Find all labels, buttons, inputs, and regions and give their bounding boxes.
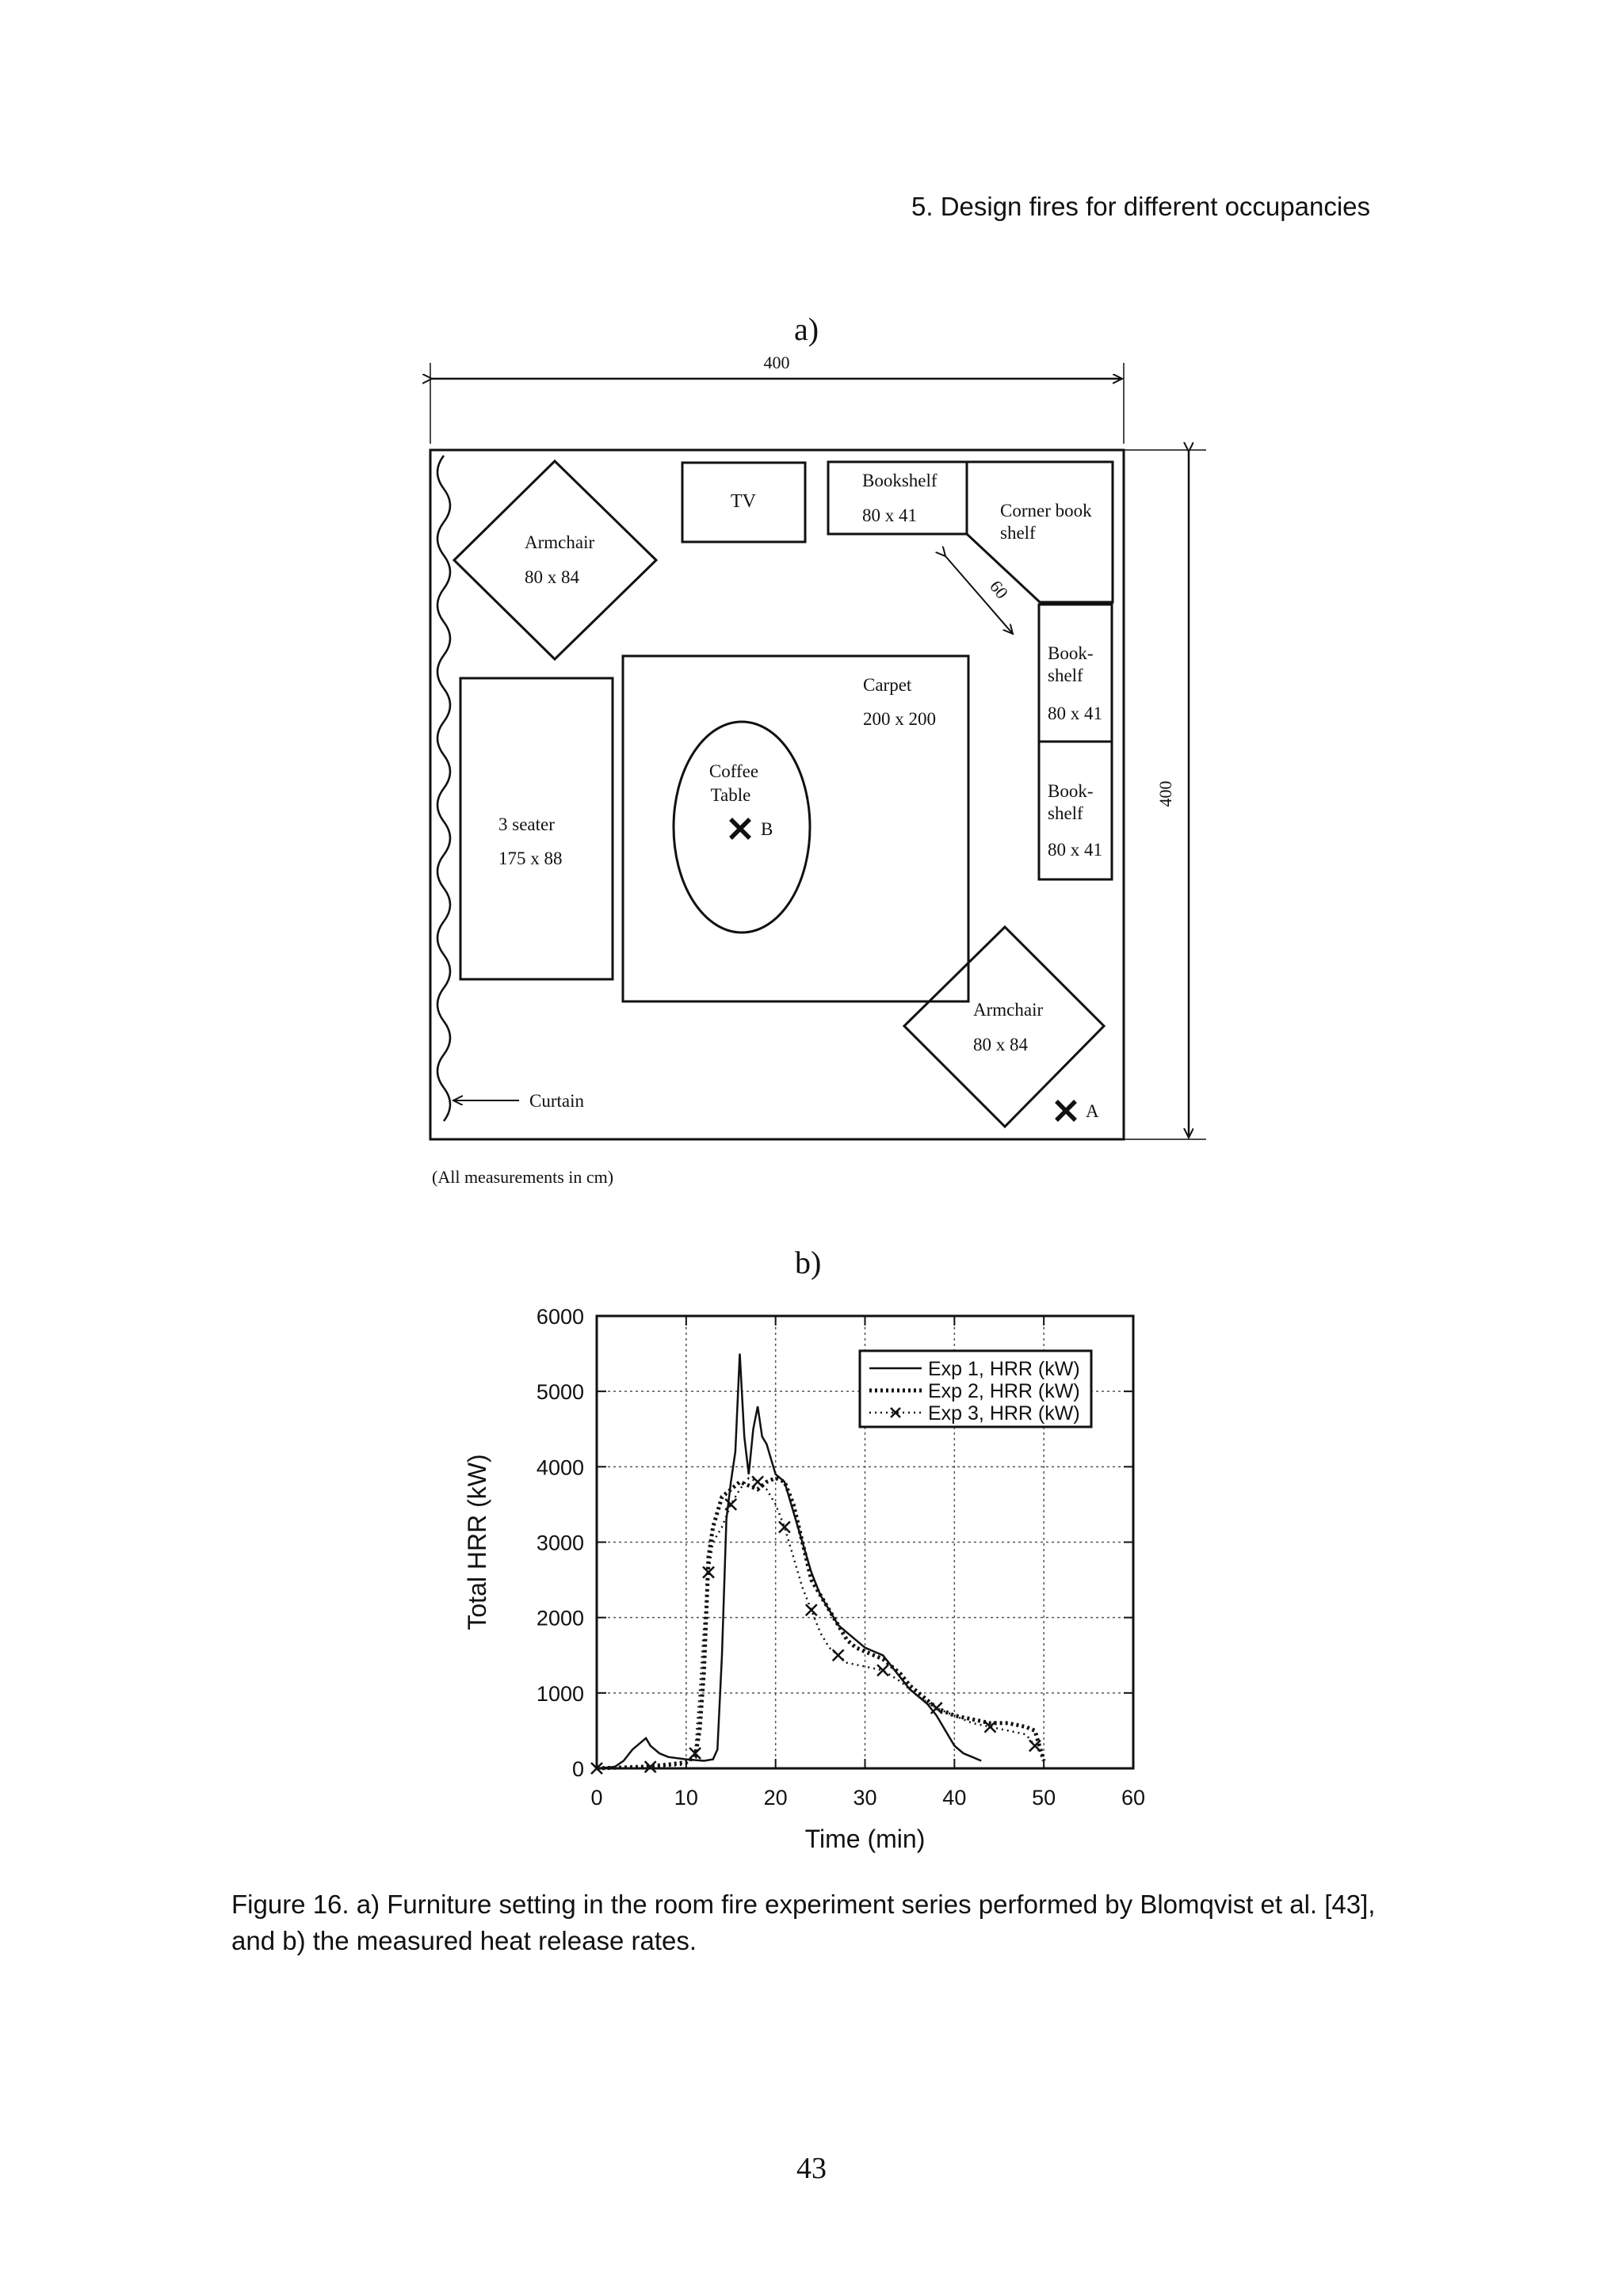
x-tick-label: 50 xyxy=(1032,1786,1056,1810)
x-tick-label: 20 xyxy=(763,1786,788,1810)
x-axis-title: Time (min) xyxy=(804,1825,926,1853)
y-tick-label: 0 xyxy=(571,1757,584,1781)
point-b-label: B xyxy=(761,819,773,839)
coffee-table-label-1: Coffee xyxy=(708,761,759,781)
width-dimension: 400 xyxy=(763,353,790,372)
page-number: 43 xyxy=(796,2152,827,2185)
x-tick-label: 40 xyxy=(942,1786,967,1810)
carpet-label: Carpet xyxy=(863,675,912,695)
y-tick-label: 3000 xyxy=(536,1531,584,1555)
tv-label: TV xyxy=(731,491,756,512)
x-tick-label: 60 xyxy=(1121,1786,1146,1810)
x-tick-label: 0 xyxy=(590,1786,603,1810)
legend-label-3: Exp 3, HRR (kW) xyxy=(928,1402,1080,1425)
y-tick-label: 6000 xyxy=(536,1305,584,1329)
chart-legend xyxy=(860,1351,1091,1427)
running-header: 5. Design fires for different occupancies xyxy=(911,192,1371,221)
bookshelf-right-2-size: 80 x 41 xyxy=(1048,840,1102,860)
bookshelf-top-size: 80 x 41 xyxy=(862,505,917,525)
bookshelf-right-1-label-2: shelf xyxy=(1048,666,1083,685)
series-line-2 xyxy=(597,1478,1044,1768)
y-tick-label: 2000 xyxy=(536,1606,584,1630)
armchair-top-size: 80 x 84 xyxy=(525,567,579,587)
panel-b-label: b) xyxy=(795,1245,822,1280)
depth-dimension: 400 xyxy=(1155,780,1175,807)
y-tick-label: 4000 xyxy=(536,1455,584,1480)
curtain-label: Curtain xyxy=(529,1091,584,1111)
sofa-size: 175 x 88 xyxy=(498,849,563,868)
units-note: (All measurements in cm) xyxy=(432,1167,614,1187)
carpet-size: 200 x 200 xyxy=(863,709,936,729)
bookshelf-right-1-size: 80 x 41 xyxy=(1048,704,1102,723)
figure-caption: Figure 16. a) Furniture setting in the room fire experiment series performed by Blomqvist et al. [43], and b) the measured heat release rates. xyxy=(231,1890,1376,1955)
x-tick-label: 10 xyxy=(674,1786,698,1810)
y-tick-label: 5000 xyxy=(536,1380,584,1405)
series-2 xyxy=(597,1478,1044,1768)
series-line-3 xyxy=(597,1478,1044,1768)
legend-label-2: Exp 2, HRR (kW) xyxy=(928,1380,1080,1402)
armchair-bottom-label: Armchair xyxy=(973,1000,1044,1020)
armchair-bottom-size: 80 x 84 xyxy=(973,1035,1028,1055)
coffee-table-label-2: Table xyxy=(710,785,751,805)
bookshelf-right-2-label-1: Book- xyxy=(1048,781,1094,801)
corner-dimension: 60 xyxy=(986,576,1013,603)
corner-bookshelf-label-2: shelf xyxy=(1000,523,1036,543)
point-a-label: A xyxy=(1086,1101,1099,1121)
y-axis-title: Total HRR (kW) xyxy=(463,1454,491,1630)
bookshelf-top-label: Bookshelf xyxy=(862,471,938,490)
sofa-label: 3 seater xyxy=(498,814,555,834)
bookshelf-right-2-label-2: shelf xyxy=(1048,803,1083,823)
bookshelf-right-1-label-1: Book- xyxy=(1048,643,1094,663)
y-tick-label: 1000 xyxy=(536,1681,584,1706)
x-tick-label: 30 xyxy=(853,1786,877,1810)
series-3 xyxy=(591,1476,1044,1774)
legend-label-1: Exp 1, HRR (kW) xyxy=(928,1358,1080,1380)
corner-bookshelf-label-1: Corner book xyxy=(1000,501,1092,521)
armchair-top-label: Armchair xyxy=(525,532,595,552)
panel-a-label: a) xyxy=(794,311,819,347)
